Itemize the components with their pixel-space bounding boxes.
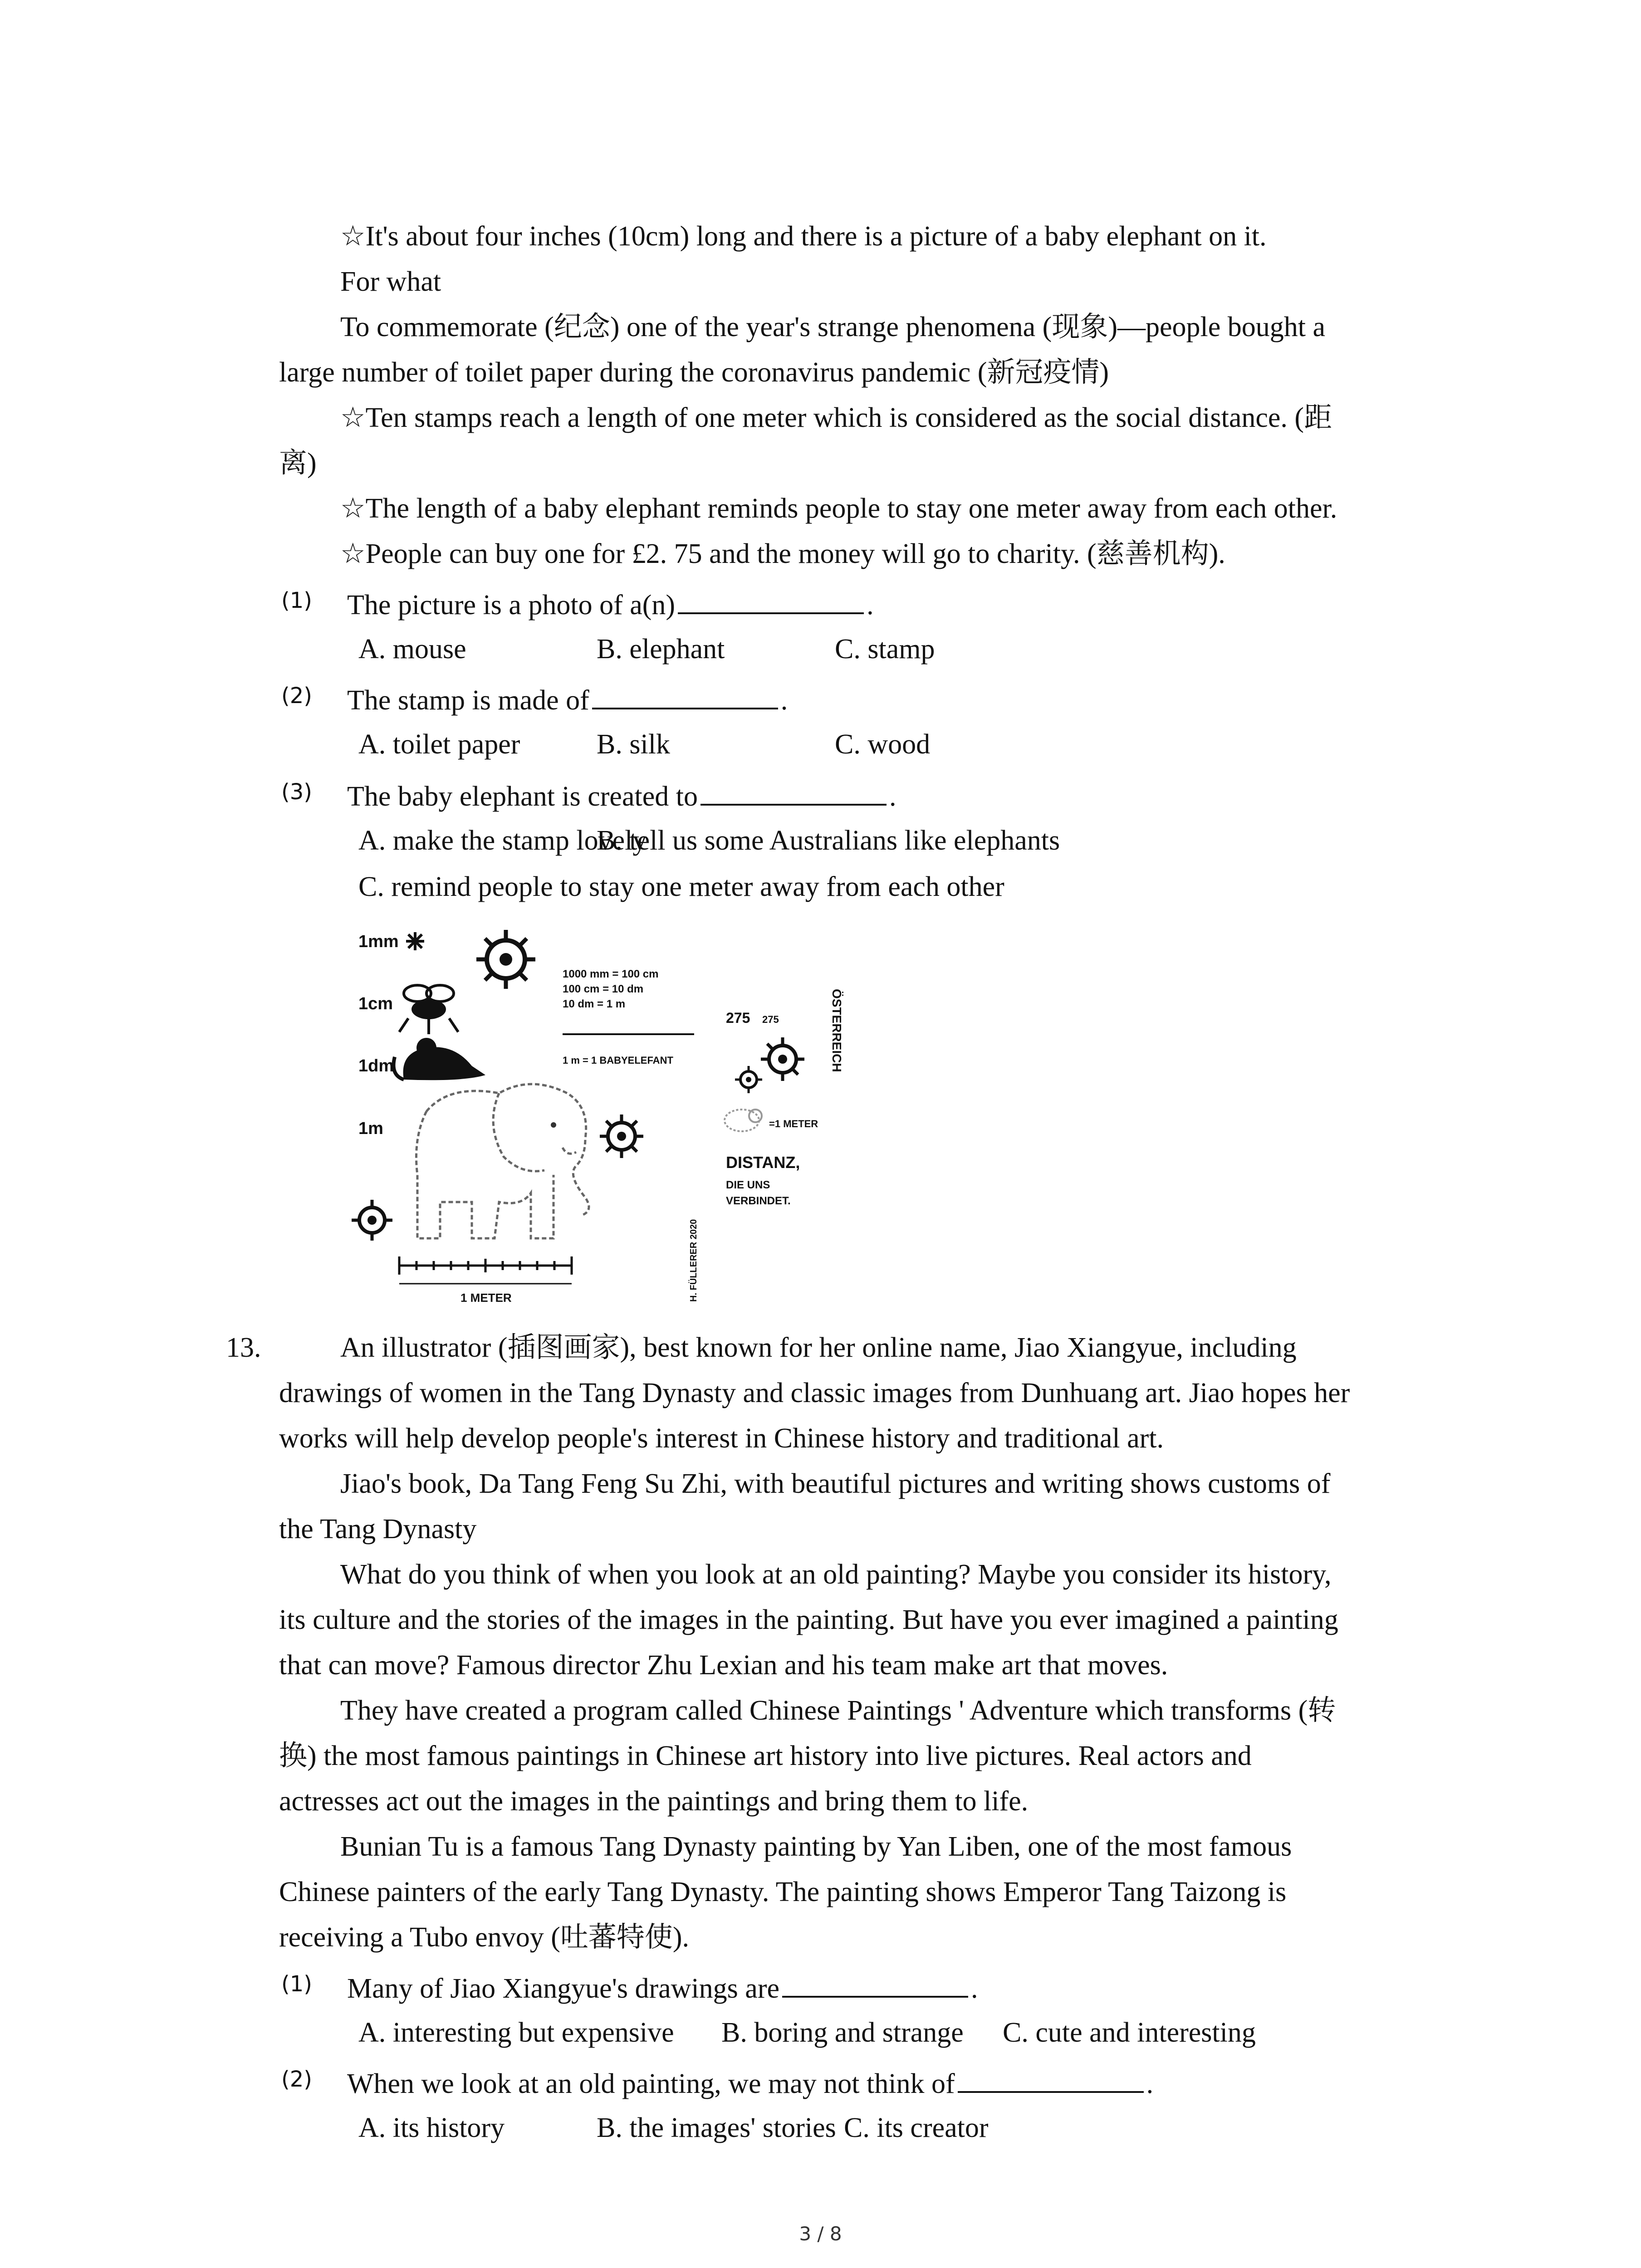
passage-line: receiving a Tubo envoy (吐蕃特使).: [279, 1922, 690, 1953]
passage-line: actresses act out the images in the paintings and bring them to life.: [279, 1786, 1029, 1817]
passage-line: drawings of women in the Tang Dynasty and classic images from Dunhuang art. Jiao hopes her: [279, 1378, 1350, 1408]
price-text: 275: [726, 1010, 750, 1026]
meter-label: 1 METER: [460, 1291, 512, 1305]
answer-blank[interactable]: [592, 684, 778, 709]
virus-icon: [476, 930, 535, 989]
passage-line: ☆The length of a baby elephant reminds people to stay one meter away from each other.: [340, 493, 1337, 524]
question-text: The stamp is made of: [347, 685, 589, 716]
elephant-icon: [416, 1084, 589, 1238]
answer-blank[interactable]: [678, 589, 864, 614]
scale-label: 1mm: [358, 932, 399, 951]
small-elephant-icon: [725, 1110, 762, 1131]
option-c: C. remind people to stay one meter away from each other: [358, 871, 1004, 902]
option-b: B. boring and strange: [721, 2017, 964, 2048]
question-number: (1): [281, 588, 312, 613]
option-b: B. elephant: [597, 634, 725, 665]
passage-line: its culture and the stories of the images in the painting. But have you ever imagined a painting: [279, 1604, 1338, 1635]
option-a: A. make the stamp lovely: [358, 825, 647, 856]
page-number: 3 / 8: [799, 2223, 842, 2245]
scale-label: 1m: [358, 1119, 383, 1138]
price-text-small: 275: [762, 1014, 779, 1025]
passage-line: For what: [340, 266, 441, 297]
option-a: A. toilet paper: [358, 729, 520, 760]
question-stem: [347, 2068, 1153, 2098]
passage-line: works will help develop people's interest in Chinese history and traditional art.: [279, 1423, 1164, 1454]
option-b: B. silk: [597, 729, 670, 760]
passage-line: Bunian Tu is a famous Tang Dynasty painting by Yan Liben, one of the most famous: [340, 1831, 1292, 1862]
question-end: .: [780, 685, 788, 716]
passage-line: ☆It's about four inches (10cm) long and there is a picture of a baby elephant on it.: [340, 221, 1267, 252]
question-number: 13.: [226, 1332, 261, 1363]
question-stem: [347, 684, 788, 714]
distanz-text: DIE UNS: [726, 1179, 770, 1191]
virus-icon: [735, 1066, 762, 1093]
scale-label: 1cm: [358, 994, 393, 1013]
meter-scale: [399, 1256, 572, 1275]
answer-blank[interactable]: [700, 780, 887, 806]
mouse-icon: [394, 1038, 486, 1080]
passage-line: 离): [279, 448, 317, 479]
conversion-text: 100 cm = 10 dm: [563, 983, 644, 995]
question-text: Many of Jiao Xiangyue's drawings are: [347, 1973, 779, 2004]
option-c: C. its creator: [844, 2112, 989, 2143]
option-b: B. the images' stories: [597, 2112, 836, 2143]
question-stem: [347, 589, 874, 619]
passage-line: large number of toilet paper during the coronavirus pandemic (新冠疫情): [279, 357, 1109, 388]
question-number: (1): [281, 1971, 312, 1997]
question-number: (2): [281, 2067, 312, 2092]
option-b: B. tell us some Australians like elephants: [597, 825, 1060, 856]
answer-blank[interactable]: [782, 1972, 968, 1998]
option-a: A. its history: [358, 2112, 505, 2143]
question-stem: [347, 780, 896, 811]
question-end: .: [889, 781, 896, 812]
question-text: The baby elephant is created to: [347, 781, 698, 812]
stamp-image: [349, 921, 876, 1306]
passage-line: An illustrator (插图画家), best known for her online name, Jiao Xiangyue, including: [340, 1332, 1297, 1363]
passage-line: What do you think of when you look at an old painting? Maybe you consider its history,: [340, 1559, 1332, 1590]
virus-icon: [352, 1200, 392, 1241]
meter-small-text: =1 METER: [769, 1118, 818, 1129]
credit-text: H. FÜLLERER 2020: [689, 1219, 699, 1302]
passage-line: ☆Ten stamps reach a length of one meter which is considered as the social distance. (距: [340, 402, 1332, 433]
question-end: .: [1146, 2068, 1154, 2099]
question-text: When we look at an old painting, we may not think of: [347, 2068, 955, 2099]
option-a: A. mouse: [358, 634, 466, 665]
question-stem: [347, 1972, 978, 2003]
option-c: C. stamp: [835, 634, 935, 665]
conversion-text: 1000 mm = 100 cm: [563, 968, 659, 980]
option-c: C. cute and interesting: [1003, 2017, 1256, 2048]
distanz-text: DISTANZ,: [726, 1153, 800, 1172]
option-c: C. wood: [835, 729, 931, 760]
passage-line: ☆People can buy one for £2. 75 and the money will go to charity. (慈善机构).: [340, 538, 1225, 569]
question-number: (2): [281, 683, 312, 709]
virus-icon: [600, 1114, 643, 1158]
passage-line: Jiao's book, Da Tang Feng Su Zhi, with beautiful pictures and writing shows customs of: [340, 1468, 1331, 1499]
passage-line: They have created a program called Chinese Paintings ' Adventure which transforms (转: [340, 1695, 1336, 1726]
equivalence-text: 1 m = 1 BABYELEFANT: [563, 1055, 673, 1066]
distanz-text: VERBINDET.: [726, 1195, 791, 1207]
question-number: (3): [281, 779, 312, 805]
bug-icon: [406, 932, 424, 950]
virus-icon: [761, 1037, 804, 1081]
scale-label: 1dm: [358, 1056, 394, 1075]
passage-line: 换) the most famous paintings in Chinese art history into live pictures. Real actors and: [279, 1740, 1252, 1771]
passage-line: Chinese painters of the early Tang Dynasty. The painting shows Emperor Tang Taizong is: [279, 1877, 1287, 1907]
answer-blank[interactable]: [958, 2068, 1144, 2093]
passage-line: the Tang Dynasty: [279, 1514, 477, 1545]
passage-line: that can move? Famous director Zhu Lexian and his team make art that moves.: [279, 1650, 1168, 1681]
country-text: ÖSTERREICH: [830, 989, 844, 1072]
question-text: The picture is a photo of a(n): [347, 590, 676, 621]
question-end: .: [867, 590, 874, 621]
question-end: .: [970, 1973, 978, 2004]
conversion-text: 10 dm = 1 m: [563, 998, 626, 1010]
option-a: A. interesting but expensive: [358, 2017, 674, 2048]
fly-icon: [399, 985, 458, 1034]
passage-line: To commemorate (纪念) one of the year's strange phenomena (现象)—people bought a: [340, 312, 1325, 342]
